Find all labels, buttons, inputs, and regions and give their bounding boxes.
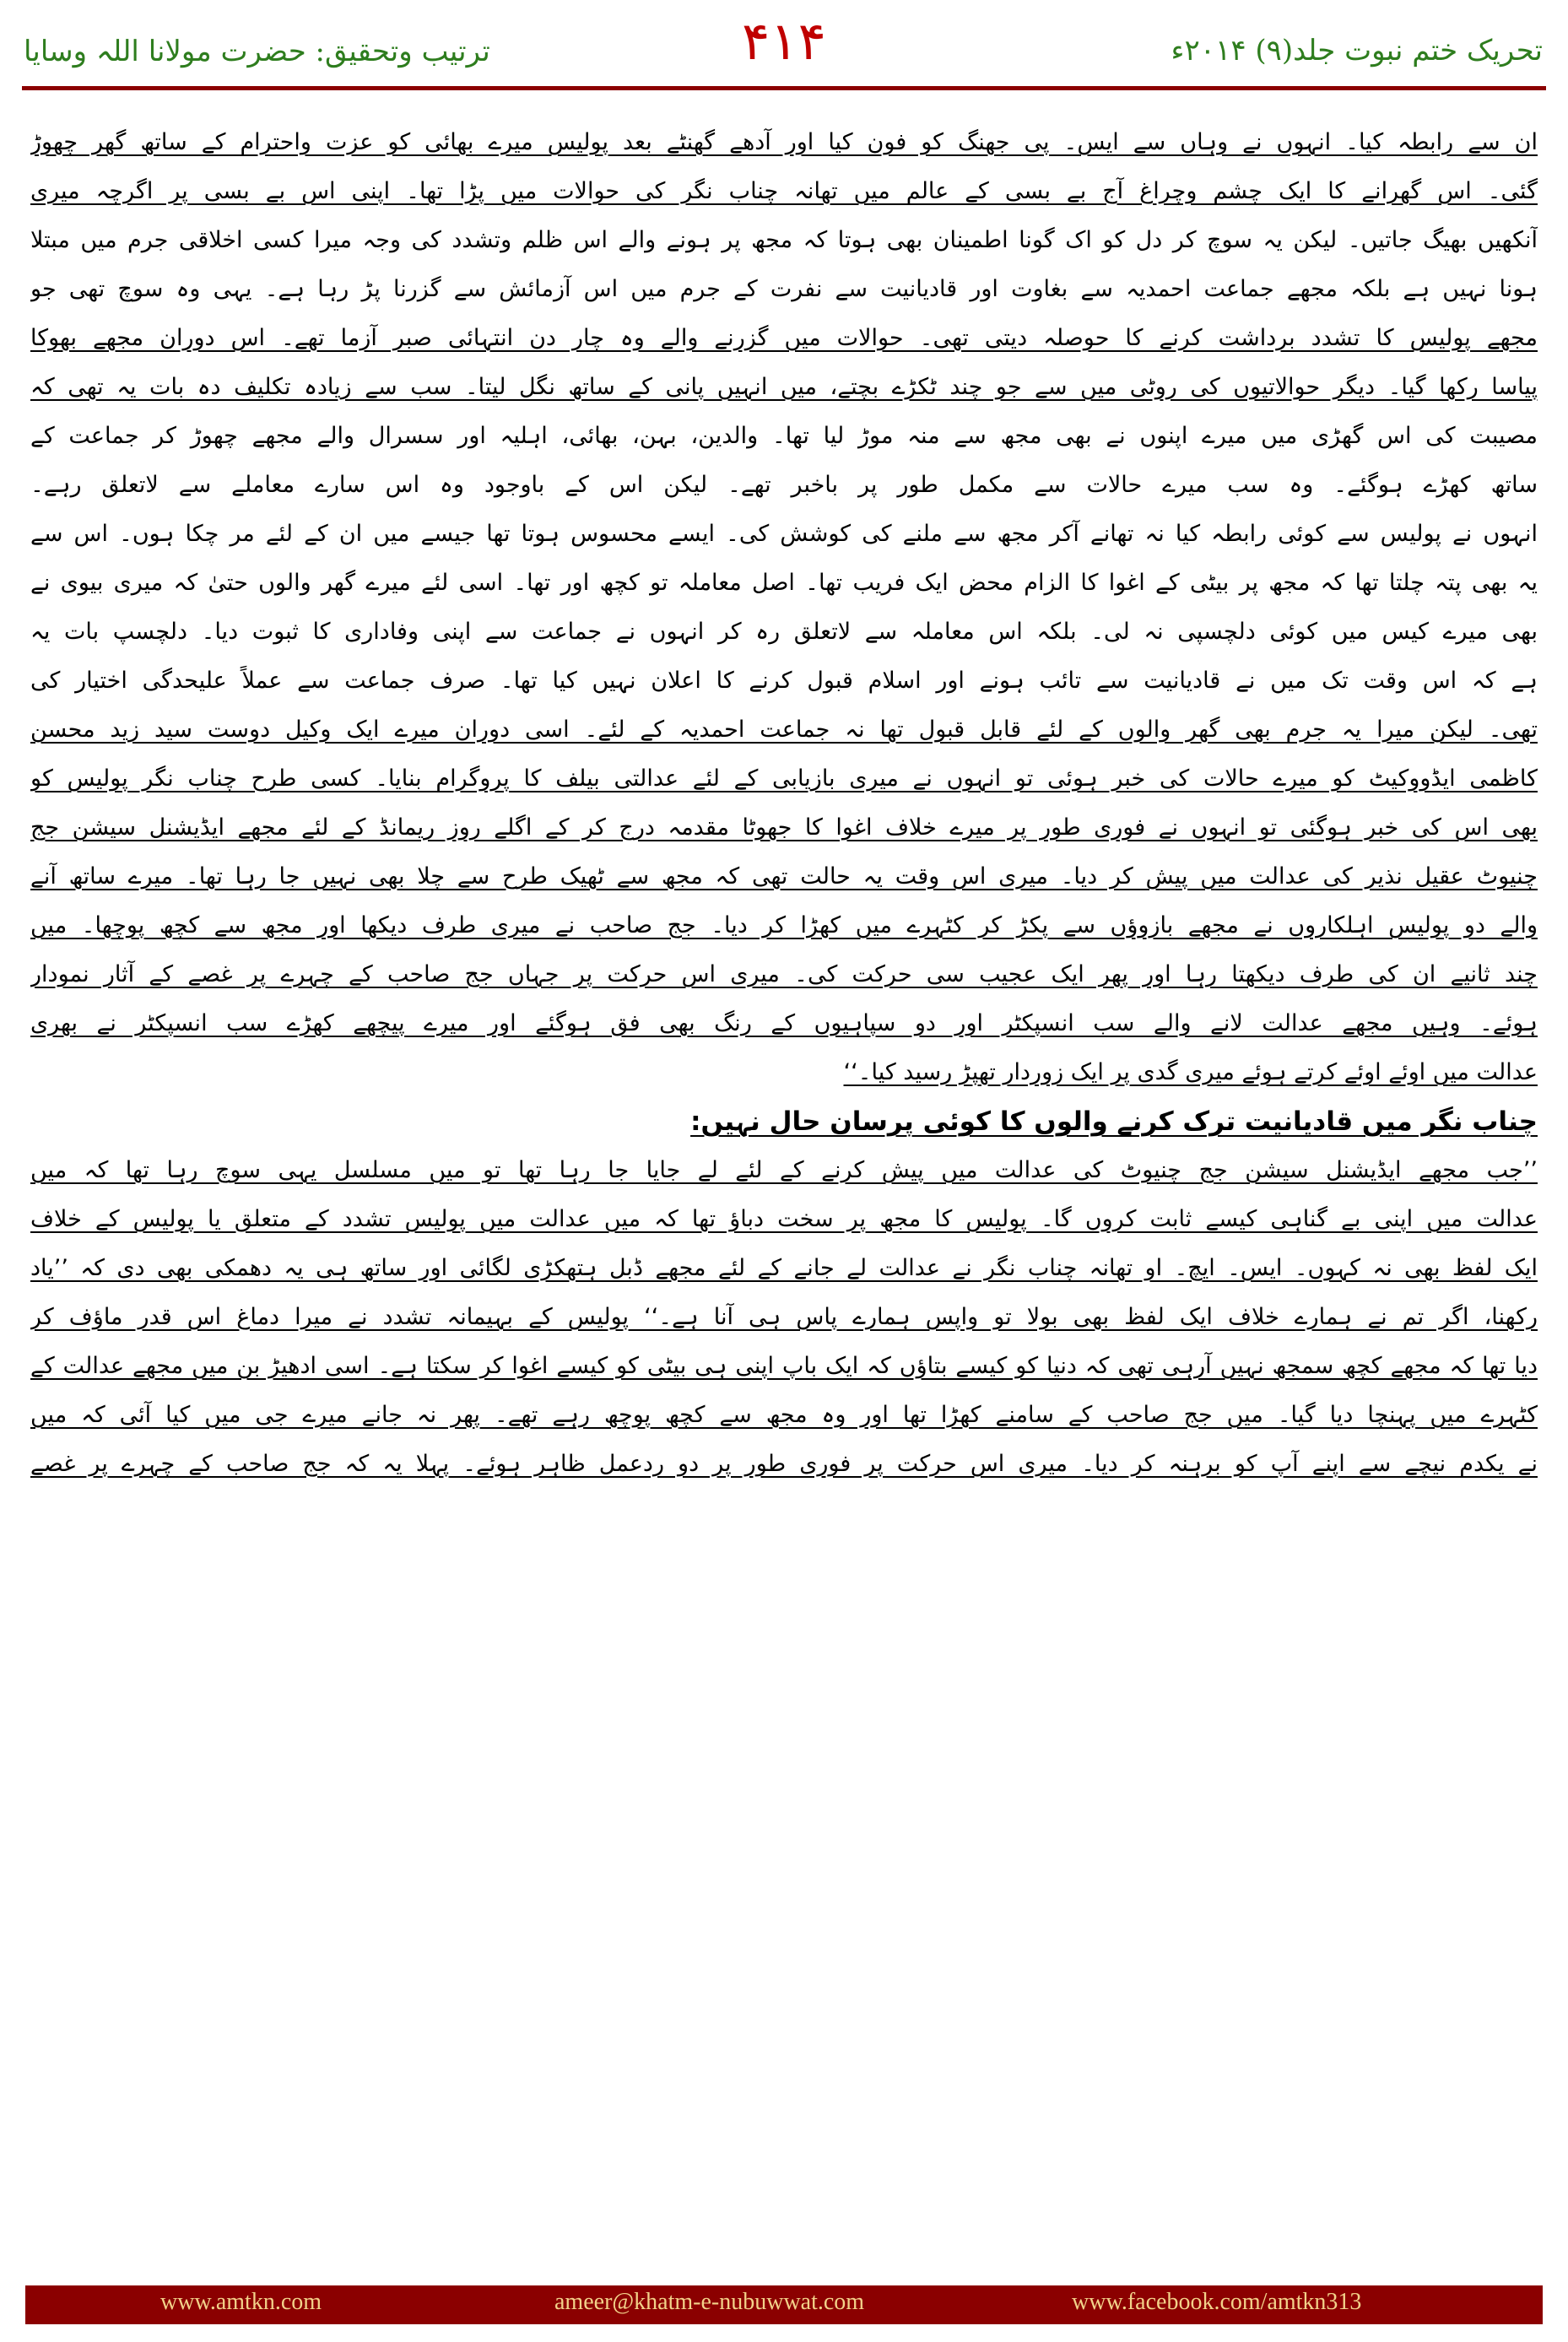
text-line: عدالت میں اپنی بے گناہی کیسے ثابت کروں گا۔ پولیس کا مجھ پر سخت دباؤ تھا کہ میں عدالت میں پولیس تشدد کے متعلق یا پولیس کے خلاف — [30, 1206, 1538, 1232]
text-line: رکھنا، اگر تم نے ہمارے خلاف ایک لفظ بھی بولا تو واپس ہمارے پاس ہی آنا ہے۔‘‘ پولیس کے بہیمانہ تشدد نے میرا دماغ اس قدر ماؤف کر — [30, 1304, 1538, 1330]
text-line: چنیوٹ عقیل نذیر کی عدالت میں پیش کر دیا۔ میری اس وقت یہ حالت تھی کہ مجھ سے ٹھیک طرح سے چلا بھی نہیں جا رہا تھا۔ میرے ساتھ آنے — [30, 863, 1538, 890]
text-line: ’’جب مجھے ایڈیشنل سیشن جج چنیوٹ کی عدالت میں پیش کرنے کے لئے لے جایا جا رہا تھا تو میں مسلسل یہی سوچ رہا تھا کہ میں — [30, 1157, 1538, 1183]
text-line: گئی۔ اس گھرانے کا ایک چشم وچراغ آج بے بسی کے عالم میں تھانہ چناب نگر کی حوالات میں پڑا تھا۔ اپنی اس بے بسی پر اگرچہ میری — [30, 178, 1538, 204]
page-footer — [25, 2285, 1543, 2324]
book-title: تحریک ختم نبوت جلد(۹) ۲۰۱۴ء — [1171, 34, 1543, 68]
text-line: ان سے رابطہ کیا۔ انہوں نے وہاں سے ایس۔ پی جھنگ کو فون کیا اور آدھے گھنٹے بعد پولیس میرے بھائی کو عزت واحترام کے ساتھ گھر چھوڑ — [30, 129, 1538, 155]
text-line: مصیبت کی اس گھڑی میں میرے اپنوں نے بھی مجھ سے منہ موڑ لیا تھا۔ والدین، بہن، بھائی، اہلیہ اور سسرال والے مجھے چھوڑ کر جماعت کے — [30, 423, 1538, 449]
email-link[interactable]: ameer@khatm-e-nubuwwat.com — [554, 2289, 865, 2315]
header-divider — [22, 86, 1546, 90]
body-text — [30, 118, 1538, 1489]
website-link[interactable]: www.amtkn.com — [160, 2289, 322, 2315]
text-line: عدالت میں اوئے اوئے کرتے ہوئے میری گدی پر ایک زوردار تھپڑ رسید کیا۔‘‘ — [843, 1059, 1538, 1085]
text-line: بھی اس کی خبر ہوگئی تو انہوں نے فوری طور پر میرے خلاف اغوا کا جھوٹا مقدمہ درج کر کے اگلے روز ریمانڈ کے لئے مجھے ایڈیشنل سیشن جج — [30, 814, 1538, 841]
facebook-link[interactable]: www.facebook.com/amtkn313 — [1072, 2289, 1362, 2315]
text-line: ساتھ کھڑے ہوگئے۔ وہ سب میرے حالات سے مکمل طور پر باخبر تھے۔ لیکن اس کے باوجود وہ اس سارے معاملے سے لاتعلق رہے۔ — [30, 472, 1538, 498]
text-line: ایک لفظ بھی نہ کہوں۔ ایس۔ ایچ۔ او تھانہ چناب نگر نے عدالت لے جانے کے لئے مجھے ڈبل ہتھکڑی لگائی اور ساتھ ہی یہ دھمکی بھی دی کہ ’’یاد — [30, 1255, 1538, 1281]
compiler-credit: ترتیب وتحقیق: حضرت مولانا اللہ وسایا — [24, 35, 490, 68]
page-header — [0, 0, 1568, 95]
text-line: کٹہرے میں پہنچا دیا گیا۔ میں جج صاحب کے سامنے کھڑا تھا اور وہ مجھ سے کچھ پوچھ رہے تھے۔ پھر نہ جانے میرے جی میں کیا آئی کہ میں — [30, 1402, 1538, 1428]
text-line: نے یکدم نیچے سے اپنے آپ کو برہنہ کر دیا۔ میری اس حرکت پر فوری طور پر دو ردعمل ظاہر ہوئے۔ پہلا یہ کہ جج صاحب کے چہرے پر غصے — [30, 1451, 1538, 1477]
text-line: انہوں نے پولیس سے کوئی رابطہ کیا نہ تھانے آکر مجھ سے ملنے کی کوشش کی۔ ایسے محسوس ہوتا تھا جیسے میں ان کے لئے مر چکا ہوں۔ اس سے — [30, 521, 1538, 547]
section-heading: چناب نگر میں قادیانیت ترک کرنے والوں کا کوئی پرسان حال نہیں: — [690, 1106, 1538, 1137]
page-number: ۴۱۴ — [742, 10, 826, 72]
text-line: آنکھیں بھیگ جاتیں۔ لیکن یہ سوچ کر دل کو اک گونا اطمینان بھی ہوتا کہ مجھ پر ہونے والے اس ظلم وتشدد کی وجہ میرا کسی اخلاقی جرم میں مبتلا — [30, 227, 1538, 253]
text-line: کاظمی ایڈووکیٹ کو میرے حالات کی خبر ہوئی تو انہوں نے میری بازیابی کے لئے عدالتی بیلف کا پروگرام بنایا۔ کسی طرح چناب نگر پولیس کو — [30, 765, 1538, 792]
text-line: پیاسا رکھا گیا۔ دیگر حوالاتیوں کی روٹی میں سے جو چند ٹکڑے بچتے، میں انہیں پانی کے ساتھ نگل لیتا۔ سب سے زیادہ تکلیف دہ بات یہ تھی کہ — [30, 374, 1538, 400]
text-line: چند ثانیے ان کی طرف دیکھتا رہا اور پھر ایک عجیب سی حرکت کی۔ میری اس حرکت پر جہاں جج صاحب کے چہرے پر غصے کے آثار نمودار — [30, 961, 1538, 987]
text-line: ہونا نہیں ہے بلکہ مجھے جماعت احمدیہ سے بغاوت اور قادیانیت سے نفرت کے جرم میں اس آزمائش سے گزرنا پڑ رہا ہے۔ یہی وہ سوچ تھی جو — [30, 276, 1538, 302]
text-line: بھی میرے کیس میں کوئی دلچسپی نہ لی۔ بلکہ اس معاملہ سے لاتعلق رہ کر انہوں نے جماعت سے اپنی وفاداری کا ثبوت دیا۔ دلچسپ بات یہ — [30, 619, 1538, 645]
text-line: تھی۔ لیکن میرا یہ جرم بھی گھر والوں کے لئے قابل قبول تھا نہ جماعت احمدیہ کے لئے۔ اسی دوران میرے ایک وکیل دوست سید زید محسن — [30, 717, 1538, 743]
text-line: دیا تھا کہ مجھے کچھ سمجھ نہیں آرہی تھی کہ دنیا کو کیسے بتاؤں کہ ایک باپ اپنی ہی بیٹی کو کیسے اغوا کر سکتا ہے۔ اسی ادھیڑ بن میں مجھے عدالت کے — [30, 1353, 1538, 1379]
text-line: والے دو پولیس اہلکاروں نے مجھے بازوؤں سے پکڑ کر کٹہرے میں کھڑا کر دیا۔ جج صاحب نے میری طرف دیکھا اور مجھ سے کچھ پوچھا۔ میں — [30, 912, 1538, 938]
text-line: یہ بھی پتہ چلتا تھا کہ مجھ پر بیٹی کے اغوا کا الزام محض ایک فریب تھا۔ اصل معاملہ تو کچھ اور تھا۔ اسی لئے میرے گھر والوں حتیٰ کہ میری بیوی نے — [30, 570, 1538, 596]
text-line: مجھے پولیس کا تشدد برداشت کرنے کا حوصلہ دیتی تھی۔ حوالات میں گزرنے والے وہ چار دن انتہائی صبر آزما تھے۔ اس دوران مجھے بھوکا — [30, 325, 1538, 351]
text-line: ہوئے۔ وہیں مجھے عدالت لانے والے سب انسپکٹر اور دو سپاہیوں کے رنگ بھی فق ہوگئے اور میرے پیچھے کھڑے سب انسپکٹر نے بھری — [30, 1010, 1538, 1036]
text-line: ہے کہ اس وقت تک میں نے قادیانیت سے تائب ہونے اور اسلام قبول کرنے کا اعلان نہیں کیا تھا۔ صرف جماعت سے عملاً علیحدگی اختیار کی — [30, 668, 1538, 694]
